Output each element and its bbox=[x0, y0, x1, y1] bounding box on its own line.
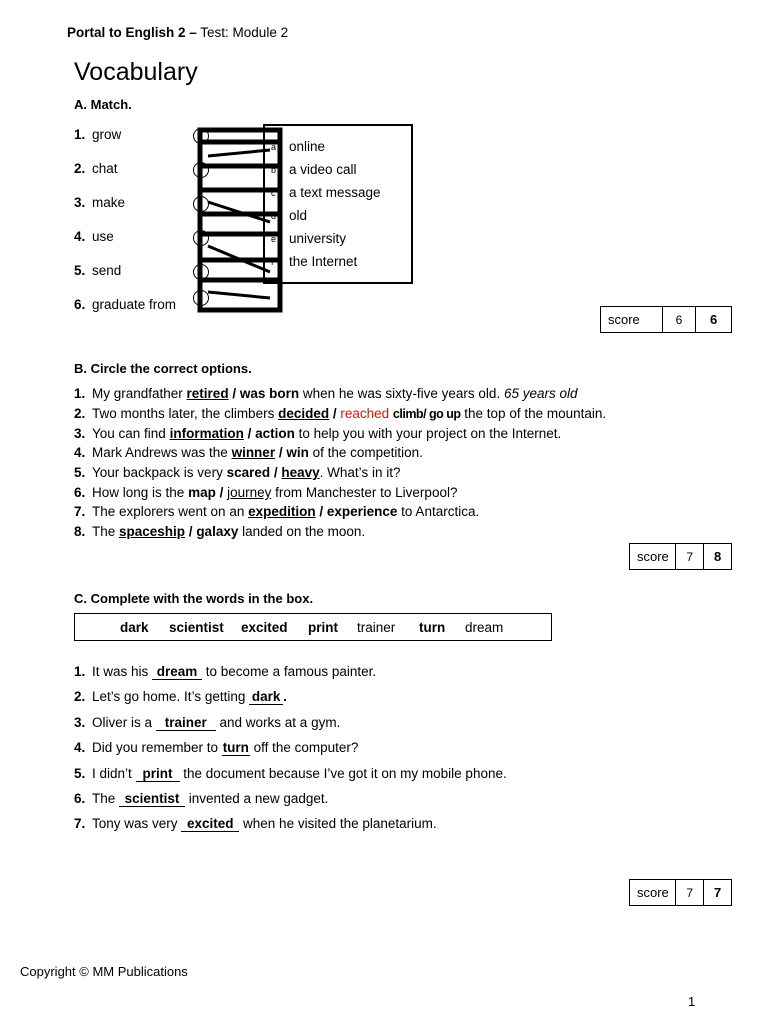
fill-line-5: 5. I didn’t print the document because I’ve got it on my mobile phone. bbox=[74, 766, 507, 781]
option[interactable]: retired bbox=[186, 386, 229, 401]
match-item-3: 3. make bbox=[74, 195, 126, 210]
option-line-3: 3. You can find information / action to help you with your project on the Internet. bbox=[74, 426, 562, 441]
option[interactable]: journey bbox=[227, 485, 272, 500]
option[interactable]: spaceship bbox=[119, 524, 186, 539]
section-b-heading: B. Circle the correct options. bbox=[74, 361, 252, 376]
score-label: score bbox=[637, 549, 669, 564]
option-line-7: 7. The explorers went on an expedition / experience to Antarctica. bbox=[74, 504, 480, 519]
score-given[interactable]: 7 bbox=[675, 880, 703, 905]
option-correction[interactable]: reached bbox=[340, 406, 390, 421]
page-number: 1 bbox=[688, 994, 696, 1009]
match-item-1: 1. grow bbox=[74, 127, 122, 142]
answer-blank[interactable]: dream bbox=[152, 665, 202, 680]
fill-line-7: 7. Tony was very excited when he visited the planetarium. bbox=[74, 816, 437, 831]
option[interactable]: scared bbox=[226, 465, 271, 480]
page-title: Vocabulary bbox=[74, 58, 198, 86]
option[interactable]: decided bbox=[278, 406, 330, 421]
match-item-4: 4. use bbox=[74, 229, 114, 244]
match-option-e: e university bbox=[271, 231, 347, 246]
word-item: dream bbox=[465, 620, 504, 635]
score-box-b bbox=[629, 543, 732, 570]
answer-blank[interactable]: dark bbox=[249, 690, 283, 705]
test-title: Test: Module 2 bbox=[196, 25, 289, 40]
option-line-6: 6. How long is the map / journey from Manchester to Liverpool? bbox=[74, 485, 458, 500]
answer-blank[interactable]: scientist bbox=[119, 792, 185, 807]
match-option-d: d old bbox=[271, 208, 308, 223]
option[interactable]: map bbox=[188, 485, 216, 500]
word-item: dark bbox=[120, 620, 149, 635]
score-total: 6 bbox=[695, 307, 731, 332]
match-item-6: 6. graduate from bbox=[74, 297, 177, 312]
word-item: print bbox=[308, 620, 338, 635]
match-option-a: a online bbox=[271, 139, 326, 154]
fill-line-2: 2. Let’s go home. It’s getting dark . bbox=[74, 689, 287, 704]
answer-blank[interactable]: trainer bbox=[156, 716, 216, 731]
answer-blank[interactable]: print bbox=[136, 767, 180, 782]
section-a-heading: A. Match. bbox=[74, 97, 132, 112]
score-label: score bbox=[637, 885, 669, 900]
fill-line-6: 6. The scientist invented a new gadget. bbox=[74, 791, 329, 806]
fill-line-3: 3. Oliver is a trainer and works at a gym. bbox=[74, 715, 341, 730]
option-line-2: 2. Two months later, the climbers decided / reached climb/ go up the top of the mountain. bbox=[74, 406, 607, 421]
page-header bbox=[67, 25, 288, 40]
match-item-5: 5. send bbox=[74, 263, 122, 278]
word-item: scientist bbox=[169, 620, 224, 635]
option[interactable]: experience bbox=[326, 504, 398, 519]
fill-line-4: 4. Did you remember to turn off the computer? bbox=[74, 740, 359, 755]
book-title: Portal to English 2 – bbox=[67, 25, 197, 40]
score-label: score bbox=[608, 312, 640, 327]
score-box-a bbox=[600, 306, 732, 333]
option-line-5: 5. Your backpack is very scared / heavy. What’s in it? bbox=[74, 465, 401, 480]
option-line-4: 4. Mark Andrews was the winner / win of the competition. bbox=[74, 445, 423, 460]
option[interactable]: action bbox=[255, 426, 295, 441]
answer-blank[interactable]: turn bbox=[222, 740, 249, 755]
word-item: turn bbox=[419, 620, 446, 635]
answer-blank[interactable]: excited bbox=[181, 817, 239, 832]
option[interactable]: was born bbox=[239, 386, 300, 401]
word-item: trainer bbox=[357, 620, 396, 635]
option-line-8: 8. The spaceship / galaxy landed on the moon. bbox=[74, 524, 366, 539]
option[interactable]: heavy bbox=[281, 465, 320, 480]
option[interactable]: information bbox=[169, 426, 244, 441]
option[interactable]: win bbox=[286, 445, 309, 460]
handwritten-note: 65 years old bbox=[503, 386, 578, 401]
match-item-2: 2. chat bbox=[74, 161, 118, 176]
word-box bbox=[74, 613, 552, 641]
copyright: Copyright © MM Publications bbox=[20, 964, 188, 979]
option[interactable]: winner bbox=[231, 445, 276, 460]
score-total: 7 bbox=[703, 880, 731, 905]
score-box-c bbox=[629, 879, 732, 906]
match-option-c: c a text message bbox=[271, 185, 381, 200]
score-given[interactable]: 6 bbox=[662, 307, 696, 332]
match-option-f: f the Internet bbox=[271, 254, 358, 269]
option[interactable]: climb/ go up bbox=[392, 407, 461, 421]
score-total: 8 bbox=[703, 544, 731, 569]
fill-line-1: 1. It was his dream to become a famous painter. bbox=[74, 664, 377, 679]
option-line-1: 1. My grandfather retired / was born when he was sixty-five years old. 65 years old bbox=[74, 386, 578, 401]
option[interactable]: galaxy bbox=[196, 524, 239, 539]
score-given[interactable]: 7 bbox=[675, 544, 703, 569]
option[interactable]: expedition bbox=[248, 504, 316, 519]
section-c-heading: C. Complete with the words in the box. bbox=[74, 591, 314, 606]
match-option-b: b a video call bbox=[271, 162, 357, 177]
word-item: excited bbox=[241, 620, 288, 635]
